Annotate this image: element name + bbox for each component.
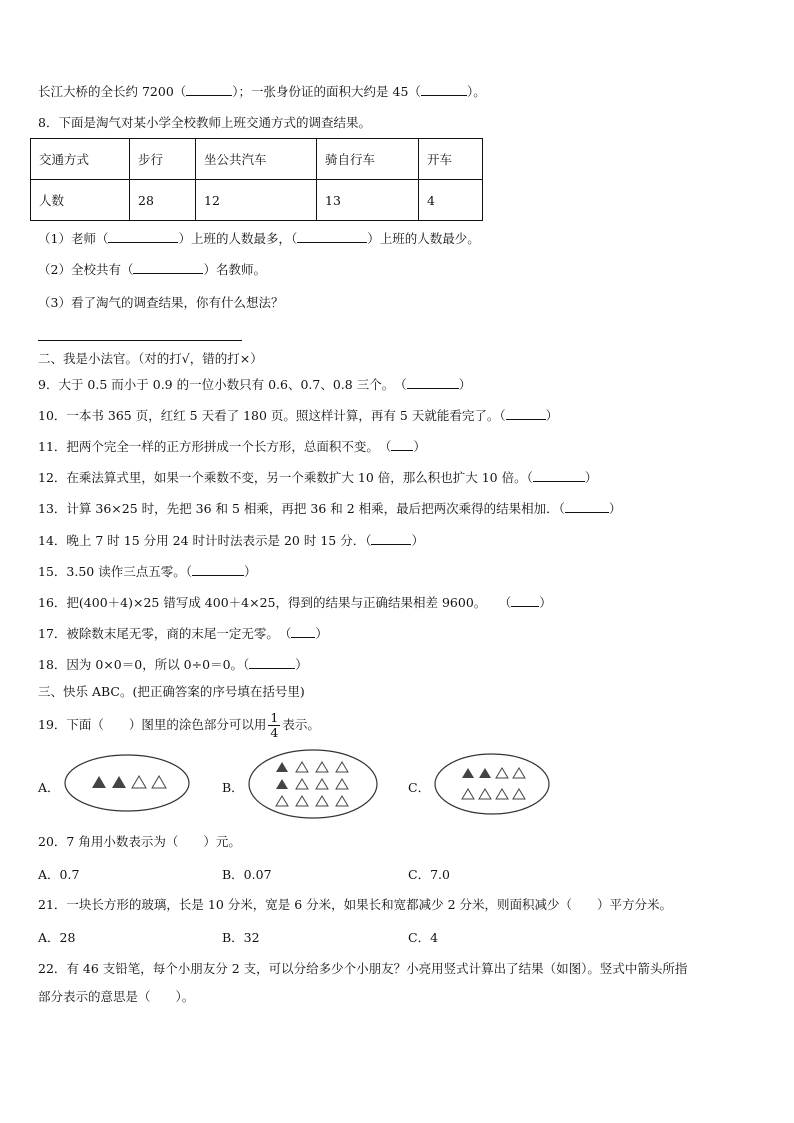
answer-blank[interactable] (391, 439, 413, 451)
table-cell: 坐公共汽车 (196, 139, 317, 180)
close-paren: ） (315, 626, 328, 641)
question-text: 15．3.50 读作三点五零。（ (38, 564, 192, 579)
question-text: 16．把(400＋4)×25 错写成 400＋4×25，得到的结果与正确结果相差 9600。 （ (38, 595, 512, 610)
question-text: 12．在乘法算式里，如果一个乘数不变，另一个乘数扩大 10 倍，那么积也扩大 10 倍。（ (38, 470, 533, 485)
option-a-figure[interactable] (62, 752, 192, 814)
q21-option-a[interactable]: A．28 (38, 930, 76, 945)
question-text: 18．因为 0×0＝0，所以 0÷0＝0。（ (38, 657, 250, 672)
table-cell: 4 (419, 180, 483, 221)
empty-triangle-icon (296, 779, 308, 789)
question-15 (38, 564, 256, 580)
q7-text-c: ）。 (466, 84, 486, 99)
question-text: 9．大于 0.5 而小于 0.9 的一位小数只有 0.6、0.7、0.8 三个。 （ (38, 377, 407, 392)
question-text: 10．一本书 365 页，红红 5 天看了 180 页。照这样计算，再有 5 天就能看完了。（ (38, 408, 506, 423)
close-paren: ） (411, 533, 424, 548)
q8-sub2-text-a: （2）全校共有（ (38, 262, 134, 277)
question-text: 17．被除数末尾无零，商的末尾一定无零。 （ (38, 626, 292, 641)
q8-sub2-text-b: ）名教师。 (203, 262, 266, 277)
q7-text-a: 长江大桥的全长约 7200（ (38, 84, 187, 99)
empty-triangle-icon (152, 776, 166, 788)
option-b-figure[interactable] (246, 747, 380, 821)
table-row (31, 139, 483, 180)
answer-blank[interactable] (407, 377, 459, 389)
close-paren: ） (295, 657, 308, 672)
q21-option-b[interactable]: B．32 (222, 930, 260, 945)
empty-triangle-icon (316, 779, 328, 789)
q8-sub1-blank-2[interactable] (297, 231, 367, 243)
question-18 (38, 657, 308, 673)
empty-triangle-icon (336, 779, 348, 789)
q8-answer-line[interactable] (38, 340, 242, 341)
question-text: 19．下面（ ）图里的涂色部分可以用 (38, 717, 267, 732)
close-paren: ） (413, 439, 426, 454)
empty-triangle-icon (296, 762, 308, 772)
question-text: 13．计算 36×25 时，先把 36 和 5 相乘，再把 36 和 2 相乘，最后把两次乘得的结果相加．（ (38, 501, 565, 516)
close-paren: ） (545, 408, 559, 423)
table-cell: 骑自行车 (317, 139, 419, 180)
table-cell: 28 (130, 180, 196, 221)
question-16 (38, 595, 552, 611)
option-c-figure[interactable] (432, 751, 552, 817)
shaded-triangle-icon (112, 776, 126, 788)
question-14 (38, 533, 424, 549)
table-cell: 12 (196, 180, 317, 221)
table-cell: 13 (317, 180, 419, 221)
question-12 (38, 470, 597, 486)
question-22-line-2: 部分表示的意思是（ ）。 (38, 989, 195, 1004)
question-text: 14．晚上 7 时 15 分用 24 时计时法表示是 20 时 15 分．（ (38, 533, 372, 548)
q8-sub1-text-b: ）上班的人数最多，（ (178, 231, 298, 246)
close-paren: ） (539, 595, 552, 610)
q21-option-c[interactable]: C．4 (408, 930, 439, 945)
empty-triangle-icon (513, 789, 525, 799)
empty-triangle-icon (496, 789, 508, 799)
q20-option-c[interactable]: C．7.0 (408, 867, 450, 882)
q8-sub1 (38, 231, 480, 247)
answer-blank[interactable] (511, 595, 539, 607)
option-c-label[interactable]: C． (408, 780, 431, 795)
shaded-triangle-icon (276, 779, 288, 789)
table-cell: 人数 (31, 180, 130, 221)
question-10 (38, 408, 558, 424)
empty-triangle-icon (513, 768, 525, 778)
q7-text-b: ）；一张身份证的面积大约是 45（ (232, 84, 421, 99)
question-19 (38, 710, 320, 740)
q7-line (38, 84, 486, 100)
q7-blank-1[interactable] (186, 84, 232, 96)
close-paren: ） (458, 377, 472, 392)
empty-triangle-icon (132, 776, 146, 788)
empty-triangle-icon (496, 768, 508, 778)
shaded-triangle-icon (479, 768, 491, 778)
empty-triangle-icon (336, 762, 348, 772)
answer-blank[interactable] (192, 564, 244, 576)
ellipse-outline (65, 755, 189, 811)
shaded-triangle-icon (462, 768, 474, 778)
empty-triangle-icon (479, 789, 491, 799)
empty-triangle-icon (296, 796, 308, 806)
option-b-label[interactable]: B． (222, 780, 244, 795)
table-cell: 开车 (419, 139, 483, 180)
table-cell: 步行 (130, 139, 196, 180)
close-paren: ） (608, 501, 622, 516)
answer-blank[interactable] (506, 408, 546, 420)
answer-blank[interactable] (291, 626, 315, 638)
answer-blank[interactable] (565, 501, 609, 513)
q20-option-a[interactable]: A．0.7 (38, 867, 80, 882)
ellipse-outline (435, 754, 549, 814)
fraction-denominator: 4 (270, 725, 279, 740)
ellipse-outline (249, 750, 377, 818)
question-11 (38, 439, 426, 455)
empty-triangle-icon (316, 762, 328, 772)
fraction-numerator: 1 (270, 710, 279, 725)
empty-triangle-icon (316, 796, 328, 806)
question-22-line-1: 22．有 46 支铅笔，每个小朋友分 2 支，可以分给多少个小朋友？小亮用竖式计算出了结果（如图）。竖式中箭头所指 (38, 961, 688, 976)
question-text: 11．把两个完全一样的正方形拼成一个长方形，总面积不变。 （ (38, 439, 392, 454)
table-cell: 交通方式 (31, 139, 130, 180)
question-text-end: 表示。 (282, 717, 320, 732)
q8-sub3: （3）看了淘气的调查结果，你有什么想法？ (38, 295, 284, 310)
section3-title: 三、快乐 ABC。(把正确答案的序号填在括号里) (38, 684, 305, 699)
fraction-one-quarter (268, 711, 280, 740)
q8-sub1-blank-1[interactable] (108, 231, 178, 243)
q8-sub1-text-a: （1）老师（ (38, 231, 109, 246)
shaded-triangle-icon (276, 762, 288, 772)
section2-title: 二、我是小法官。（对的打√，错的打×） (38, 351, 263, 366)
answer-blank[interactable] (249, 657, 295, 669)
table-row (31, 180, 483, 221)
question-20: 20．7 角用小数表示为（ ）元。 (38, 834, 241, 849)
question-17 (38, 626, 328, 642)
empty-triangle-icon (276, 796, 288, 806)
question-21: 21．一块长方形的玻璃，长是 10 分米，宽是 6 分米，如果长和宽都减少 2 分米，则面积减少（ ）平方分米。 (38, 897, 673, 912)
q8-sub2-blank[interactable] (133, 262, 203, 274)
q20-option-b[interactable]: B．0.07 (222, 867, 272, 882)
question-9 (38, 377, 471, 393)
close-paren: ） (584, 470, 598, 485)
question-13 (38, 501, 621, 517)
q8-sub2 (38, 262, 266, 278)
empty-triangle-icon (336, 796, 348, 806)
q8-title: 8．下面是淘气对某小学全校教师上班交通方式的调查结果。 (38, 115, 371, 130)
close-paren: ） (243, 564, 257, 579)
shaded-triangle-icon (92, 776, 106, 788)
answer-blank[interactable] (533, 470, 585, 482)
q8-sub1-text-c: ）上班的人数最少。 (367, 231, 480, 246)
option-a-label[interactable]: A． (38, 780, 60, 795)
empty-triangle-icon (462, 789, 474, 799)
answer-blank[interactable] (371, 533, 411, 545)
survey-table (30, 138, 483, 221)
q7-blank-2[interactable] (421, 84, 467, 96)
